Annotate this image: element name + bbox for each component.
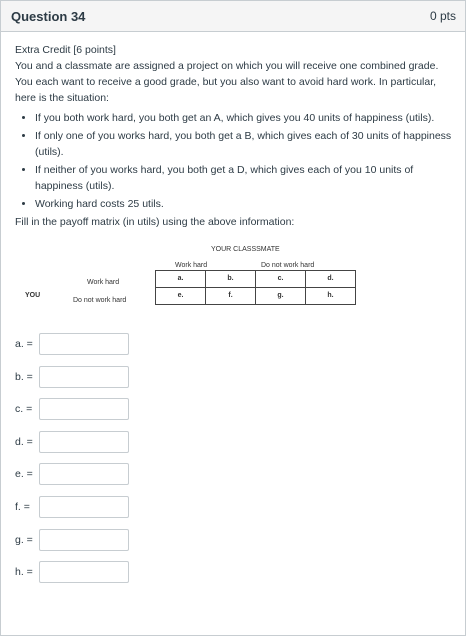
answer-label: b. = (15, 370, 33, 383)
list-item: • If only one of you works hard, you both get a B, which gives each of 30 units of happiness (utils). (35, 128, 455, 160)
matrix-cell: a. (156, 271, 206, 288)
matrix-cell: c. (256, 271, 306, 288)
situation-list (15, 110, 455, 212)
answer-row-d (15, 426, 455, 458)
instruction-text: Fill in the payoff matrix (in utils) using the above information: (15, 216, 295, 228)
list-item: • Working hard costs 25 utils. (35, 196, 455, 212)
list-item: • If you both work hard, you both get an A, which gives you 40 units of happiness (utils). (35, 110, 455, 126)
answer-input-c[interactable] (39, 398, 129, 420)
matrix-cell: h. (306, 288, 356, 305)
answer-row-g (15, 524, 455, 556)
answer-label: c. = (15, 403, 33, 416)
extra-credit-label: Extra Credit [6 points] (15, 44, 116, 56)
matrix-cell: g. (256, 288, 306, 305)
matrix-column-header: YOUR CLASSSMATE (211, 246, 280, 253)
question-header (1, 1, 465, 32)
matrix-row-label-work-hard: Work hard (87, 279, 120, 286)
answer-row-b (15, 361, 455, 393)
answer-input-g[interactable] (39, 529, 129, 551)
answer-label: g. = (15, 533, 33, 546)
matrix-cell: e. (156, 288, 206, 305)
question-title: Question 34 (11, 8, 86, 24)
table-row (156, 288, 356, 305)
matrix-row-label-not-work-hard: Do not work hard (73, 297, 127, 304)
matrix-cell: d. (306, 271, 356, 288)
answer-label: a. = (15, 338, 33, 350)
answer-list (15, 328, 455, 588)
answer-row-e (15, 458, 455, 490)
answer-input-e[interactable] (39, 463, 129, 485)
answer-label: e. = (15, 468, 33, 481)
list-item: • If neither of you works hard, you both get a D, which gives each of you 10 units of happiness (utils). (35, 162, 455, 194)
matrix-row-header: YOU (25, 292, 41, 299)
answer-row-f (15, 491, 455, 523)
answer-input-b[interactable] (39, 366, 129, 388)
matrix-col-label-work-hard: Work hard (175, 262, 208, 269)
matrix-cell: b. (206, 271, 256, 288)
answer-row-c (15, 393, 455, 425)
answer-row-h (15, 556, 455, 588)
answer-input-a[interactable] (39, 333, 129, 355)
answer-label: f. = (15, 500, 30, 513)
payoff-table (155, 270, 356, 305)
table-row (156, 271, 356, 288)
answer-row-a (15, 328, 455, 360)
answer-input-h[interactable] (39, 561, 129, 583)
answer-label: d. = (15, 435, 33, 448)
answer-input-d[interactable] (39, 431, 129, 453)
matrix-cell: f. (206, 288, 256, 305)
question-intro: You and a classmate are assigned a project on which you will receive one combined grade. You each want to receive a good grade, but you also want to avoid hard work. In particular, here is the situation: (15, 60, 439, 104)
payoff-matrix (15, 242, 455, 328)
question-points: 0 pts (429, 9, 456, 23)
matrix-col-label-not-work-hard: Do not work hard (261, 262, 315, 269)
answer-input-f[interactable] (39, 496, 129, 518)
question-body (1, 32, 465, 588)
answer-label: h. = (15, 566, 33, 579)
